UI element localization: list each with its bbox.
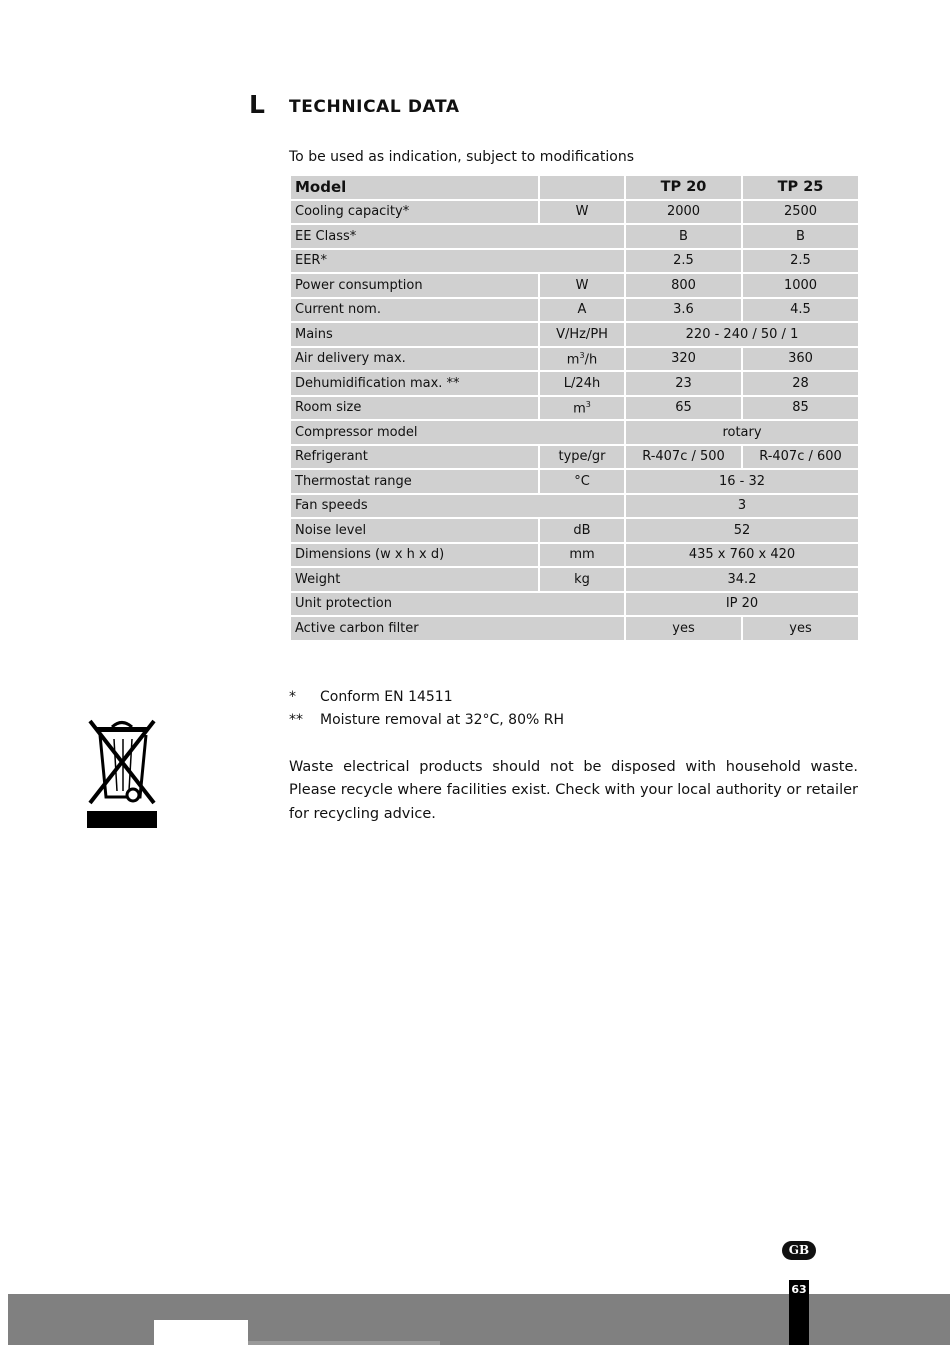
row-tp25: R-407c / 600 bbox=[743, 446, 858, 469]
row-label: Room size bbox=[291, 397, 538, 420]
row-tp20: 2000 bbox=[626, 201, 741, 224]
table-row bbox=[291, 348, 858, 371]
row-unit: A bbox=[540, 299, 624, 322]
row-label: Thermostat range bbox=[291, 470, 538, 493]
row-tp20: B bbox=[626, 225, 741, 248]
header-model: Model bbox=[291, 176, 538, 199]
row-label: Air delivery max. bbox=[291, 348, 538, 371]
row-tp20: 65 bbox=[626, 397, 741, 420]
table-row bbox=[291, 446, 858, 469]
row-tp20: R-407c / 500 bbox=[626, 446, 741, 469]
weee-disposal-text: Waste electrical products should not be disposed with household waste. Please recycle where facilities exist. Check with your local authority or retailer for recycling advice. bbox=[289, 759, 858, 822]
row-label: Compressor model bbox=[291, 421, 624, 444]
row-tp25: 4.5 bbox=[743, 299, 858, 322]
row-label: Noise level bbox=[291, 519, 538, 542]
row-unit: dB bbox=[540, 519, 624, 542]
row-value: 16 - 32 bbox=[626, 470, 858, 493]
row-unit: mm bbox=[540, 544, 624, 567]
row-value: 435 x 760 x 420 bbox=[626, 544, 858, 567]
row-label: Active carbon filter bbox=[291, 617, 624, 640]
unit-tail: /h bbox=[584, 351, 598, 367]
table-row bbox=[291, 519, 858, 542]
language-badge: GB bbox=[782, 1241, 816, 1260]
footnote-mark: * bbox=[289, 689, 296, 705]
intro-text: To be used as indication, subject to modifications bbox=[289, 149, 634, 165]
row-unit: type/gr bbox=[540, 446, 624, 469]
footer-line bbox=[248, 1341, 440, 1345]
footnote bbox=[289, 711, 564, 729]
footnote-mark: ** bbox=[289, 712, 303, 728]
header-unit bbox=[540, 176, 624, 199]
row-unit bbox=[540, 397, 624, 420]
row-label: Unit protection bbox=[291, 593, 624, 616]
unit-superscript: 3 bbox=[585, 399, 591, 409]
row-value: 220 - 240 / 50 / 1 bbox=[626, 323, 858, 346]
row-tp20: 2.5 bbox=[626, 250, 741, 273]
table-row bbox=[291, 495, 858, 518]
row-value: rotary bbox=[626, 421, 858, 444]
table-row bbox=[291, 397, 858, 420]
row-value: 52 bbox=[626, 519, 858, 542]
row-tp25: 360 bbox=[743, 348, 858, 371]
row-tp20: yes bbox=[626, 617, 741, 640]
table-row bbox=[291, 421, 858, 444]
table-row bbox=[291, 593, 858, 616]
row-unit: W bbox=[540, 201, 624, 224]
table-row bbox=[291, 225, 858, 248]
table-row bbox=[291, 299, 858, 322]
row-label: Fan speeds bbox=[291, 495, 624, 518]
unit-superscript: 3 bbox=[579, 350, 585, 360]
row-tp25: yes bbox=[743, 617, 858, 640]
unit-base: m bbox=[566, 351, 580, 367]
section-title: TECHNICAL DATA bbox=[289, 97, 460, 117]
row-label: Dehumidification max. ** bbox=[291, 372, 538, 395]
table-row bbox=[291, 250, 858, 273]
table-row bbox=[291, 470, 858, 493]
footer-white-block bbox=[154, 1320, 248, 1345]
row-tp25: 85 bbox=[743, 397, 858, 420]
row-tp25: 2.5 bbox=[743, 250, 858, 273]
technical-data-table bbox=[289, 174, 860, 642]
row-value: IP 20 bbox=[626, 593, 858, 616]
row-tp20: 320 bbox=[626, 348, 741, 371]
row-unit bbox=[540, 348, 624, 371]
table-row bbox=[291, 372, 858, 395]
row-unit: kg bbox=[540, 568, 624, 591]
header-tp25: TP 25 bbox=[743, 176, 858, 199]
row-label: Dimensions (w x h x d) bbox=[291, 544, 538, 567]
row-tp25: 1000 bbox=[743, 274, 858, 297]
row-tp25: 28 bbox=[743, 372, 858, 395]
row-label: Current nom. bbox=[291, 299, 538, 322]
row-unit: V/Hz/PH bbox=[540, 323, 624, 346]
page-number: 63 bbox=[791, 1283, 807, 1296]
row-label: Refrigerant bbox=[291, 446, 538, 469]
row-label: EE Class* bbox=[291, 225, 624, 248]
row-tp25: B bbox=[743, 225, 858, 248]
unit-base: m bbox=[573, 400, 586, 416]
row-tp20: 3.6 bbox=[626, 299, 741, 322]
row-tp20: 800 bbox=[626, 274, 741, 297]
table-row bbox=[291, 568, 858, 591]
row-value: 34.2 bbox=[626, 568, 858, 591]
row-label: Mains bbox=[291, 323, 538, 346]
header-tp20: TP 20 bbox=[626, 176, 741, 199]
row-value: 3 bbox=[626, 495, 858, 518]
footnote bbox=[289, 688, 453, 706]
row-tp25: 2500 bbox=[743, 201, 858, 224]
row-label: Power consumption bbox=[291, 274, 538, 297]
footnote-text: Moisture removal at 32°C, 80% RH bbox=[320, 712, 565, 728]
footnote-text: Conform EN 14511 bbox=[320, 689, 453, 705]
weee-crossed-bin-icon bbox=[86, 715, 158, 829]
row-label: EER* bbox=[291, 250, 624, 273]
table-row bbox=[291, 544, 858, 567]
row-tp20: 23 bbox=[626, 372, 741, 395]
row-unit: °C bbox=[540, 470, 624, 493]
row-label: Weight bbox=[291, 568, 538, 591]
row-unit: L/24h bbox=[540, 372, 624, 395]
row-unit: W bbox=[540, 274, 624, 297]
row-label: Cooling capacity* bbox=[291, 201, 538, 224]
table-row bbox=[291, 323, 858, 346]
table-row bbox=[291, 274, 858, 297]
table-header-row bbox=[291, 176, 858, 199]
table-row bbox=[291, 201, 858, 224]
section-letter: L bbox=[249, 90, 265, 119]
table-row bbox=[291, 617, 858, 640]
